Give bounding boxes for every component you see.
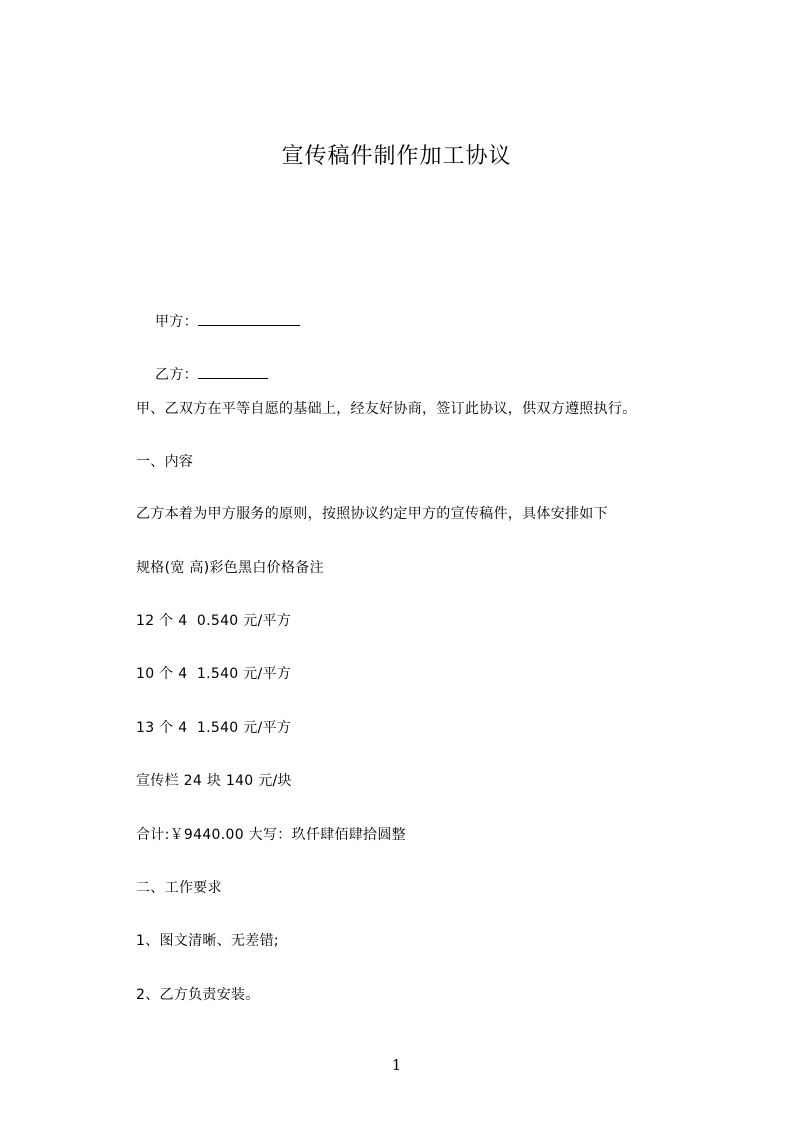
page-number: 1 — [391, 1056, 402, 1074]
requirement-1: 1、图文清晰、无差错; — [136, 933, 279, 949]
spec-row-3: 13 个 4 1.540 元/平方 — [136, 720, 292, 736]
party-a-blank — [198, 311, 300, 326]
party-b-label: 乙方： — [155, 367, 198, 383]
party-b-line — [136, 344, 268, 405]
party-b-blank — [198, 364, 268, 379]
party-a-label: 甲方： — [155, 314, 198, 330]
total-amount: 合计:￥9440.00 大写：玖仟肆佰肆拾圆整 — [136, 827, 406, 843]
spec-row-2: 10 个 4 1.540 元/平方 — [136, 666, 292, 682]
spec-row-4: 宣传栏 24 块 140 元/块 — [136, 773, 292, 789]
document-title: 宣传稿件制作加工协议 — [281, 144, 512, 169]
section-1-body: 乙方本着为甲方服务的原则，按照协议约定甲方的宣传稿件，具体安排如下 — [136, 506, 608, 522]
intro-paragraph: 甲、乙双方在平等自愿的基础上，经友好协商，签订此协议，供双方遵照执行。 — [136, 401, 637, 417]
spec-row-1: 12 个 4 0.540 元/平方 — [136, 613, 292, 629]
requirement-2: 2、乙方负责安装。 — [136, 987, 260, 1003]
section-2-heading: 二、工作要求 — [136, 880, 222, 896]
spec-table-header: 规格(宽 高)彩色黑白价格备注 — [136, 560, 324, 576]
party-a-line — [136, 291, 300, 352]
section-1-heading: 一、内容 — [136, 454, 194, 470]
